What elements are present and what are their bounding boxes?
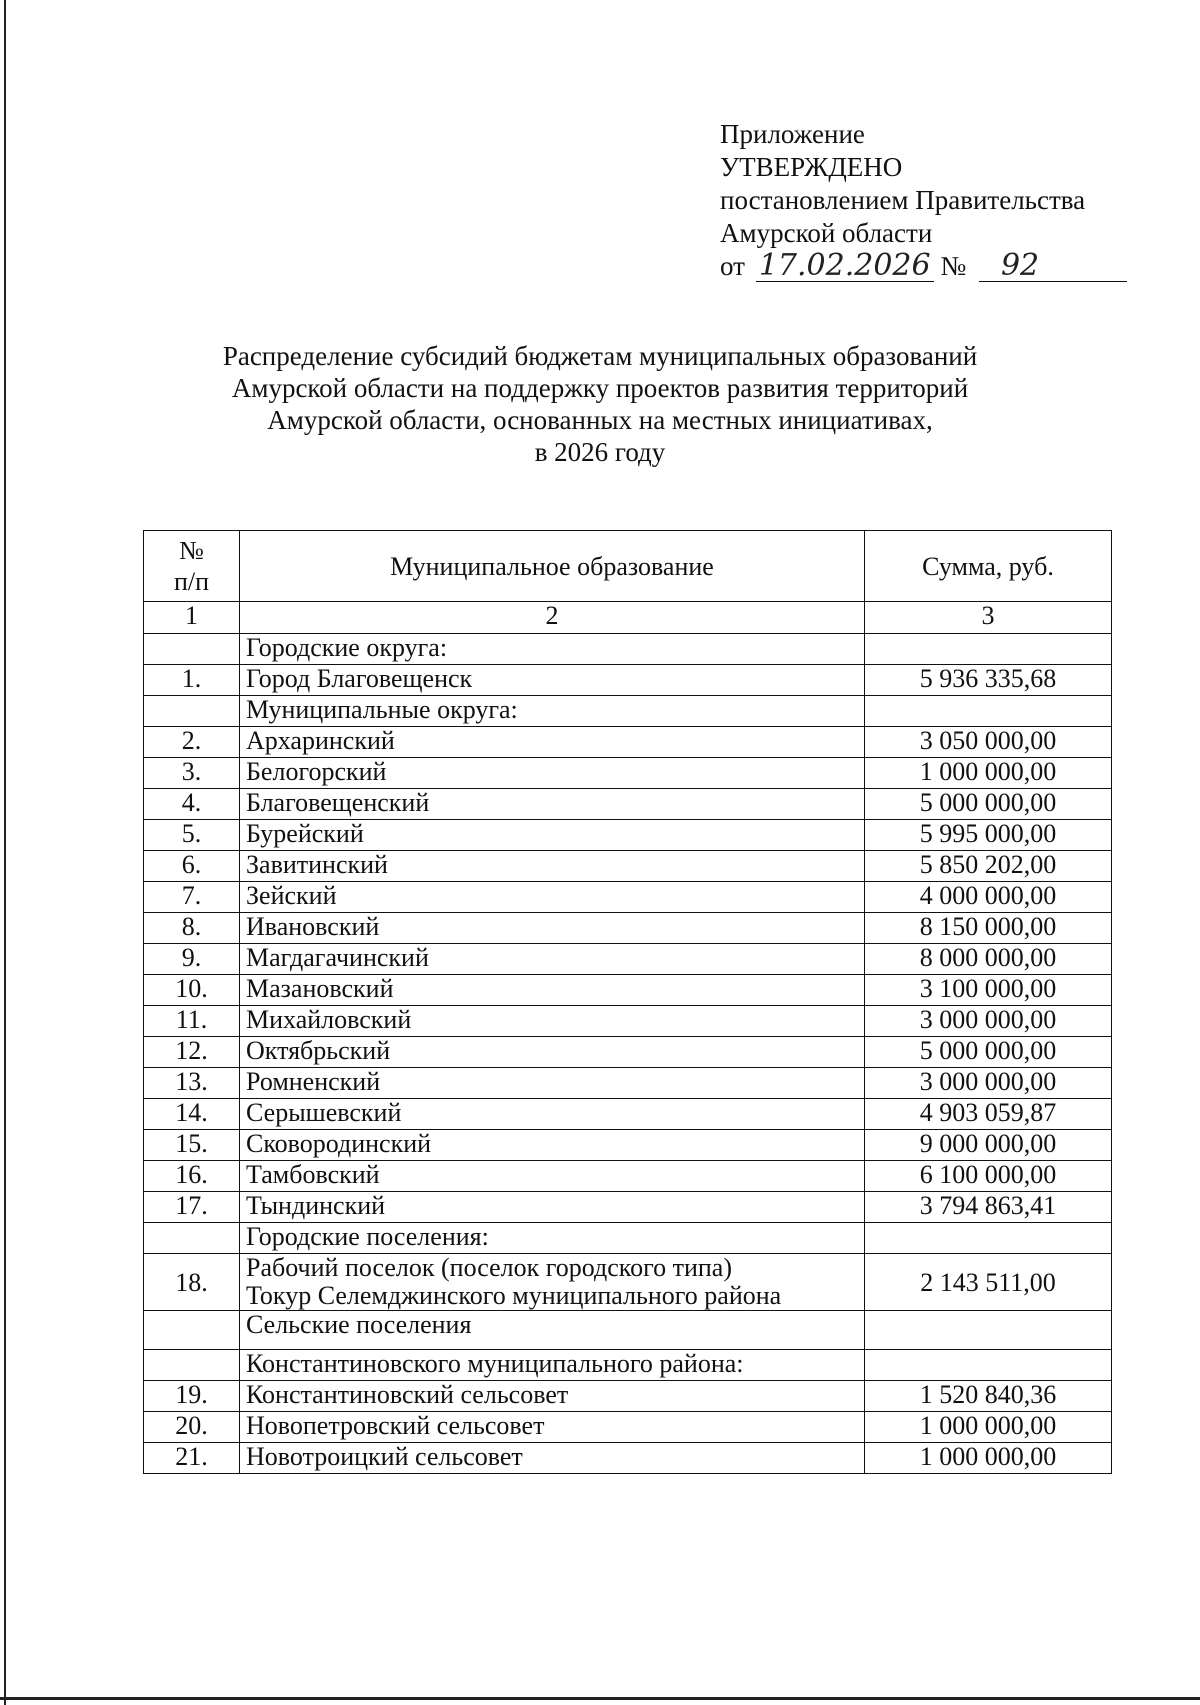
row-number: 4.	[144, 789, 240, 820]
row-amount	[865, 634, 1112, 665]
table-row	[144, 1223, 1112, 1254]
approval-resolution: постановлением Правительства	[720, 185, 1086, 215]
header-num-top: №	[179, 536, 204, 565]
scan-left-edge	[4, 0, 6, 1705]
row-municipality: Серышевский	[240, 1099, 865, 1130]
row-amount: 9 000 000,00	[865, 1130, 1112, 1161]
approval-block	[720, 118, 1127, 283]
table-row	[144, 1037, 1112, 1068]
row-municipality-line: Рабочий поселок (поселок городского типа)	[246, 1253, 733, 1282]
row-number	[144, 634, 240, 665]
row-number	[144, 696, 240, 727]
table-row	[144, 1068, 1112, 1099]
row-amount: 8 000 000,00	[865, 944, 1112, 975]
row-municipality: Ромненский	[240, 1068, 865, 1099]
row-municipality-line: Токур Селемджинского муниципального района	[246, 1281, 782, 1310]
row-number: 9.	[144, 944, 240, 975]
row-municipality: Новотроицкий сельсовет	[240, 1443, 865, 1474]
table-header-row	[144, 531, 1112, 602]
table-row	[144, 1192, 1112, 1223]
table-row	[144, 1412, 1112, 1443]
approval-date: 17.02.2026	[756, 251, 934, 282]
row-amount	[865, 1311, 1112, 1350]
row-number: 14.	[144, 1099, 240, 1130]
table-row	[144, 1443, 1112, 1474]
row-municipality: Белогорский	[240, 758, 865, 789]
column-index: 2	[240, 602, 865, 634]
row-amount: 5 995 000,00	[865, 820, 1112, 851]
table-row	[144, 1006, 1112, 1037]
column-index-row	[144, 602, 1112, 634]
row-amount: 3 000 000,00	[865, 1006, 1112, 1037]
table-row	[144, 758, 1112, 789]
row-municipality: Тамбовский	[240, 1161, 865, 1192]
row-amount: 5 000 000,00	[865, 1037, 1112, 1068]
row-amount	[865, 1223, 1112, 1254]
row-amount: 4 000 000,00	[865, 882, 1112, 913]
row-number	[144, 1223, 240, 1254]
table-row	[144, 634, 1112, 665]
approval-approved: УТВЕРЖДЕНО	[720, 152, 903, 182]
row-municipality: Городские округа:	[240, 634, 865, 665]
table-row	[144, 665, 1112, 696]
row-amount: 5 000 000,00	[865, 789, 1112, 820]
table-row	[144, 944, 1112, 975]
row-number: 21.	[144, 1443, 240, 1474]
table-row	[144, 1311, 1112, 1350]
title-line-1: Распределение субсидий бюджетам муниципальных образований	[222, 341, 978, 371]
row-municipality: Ивановский	[240, 913, 865, 944]
row-amount: 5 936 335,68	[865, 665, 1112, 696]
title-line-3: Амурской области, основанных на местных инициативах,	[267, 405, 933, 435]
row-number: 18.	[144, 1254, 240, 1311]
row-number: 11.	[144, 1006, 240, 1037]
row-amount	[865, 696, 1112, 727]
table-row	[144, 1381, 1112, 1412]
row-amount: 3 100 000,00	[865, 975, 1112, 1006]
row-number: 19.	[144, 1381, 240, 1412]
row-amount: 1 520 840,36	[865, 1381, 1112, 1412]
row-amount: 3 794 863,41	[865, 1192, 1112, 1223]
header-sum: Сумма, руб.	[865, 531, 1112, 602]
row-municipality: Городские поселения:	[240, 1223, 865, 1254]
row-amount: 3 050 000,00	[865, 727, 1112, 758]
row-amount: 5 850 202,00	[865, 851, 1112, 882]
row-amount: 3 000 000,00	[865, 1068, 1112, 1099]
header-name: Муниципальное образование	[240, 531, 865, 602]
approval-number-label: №	[940, 251, 967, 281]
row-number: 2.	[144, 727, 240, 758]
table-row	[144, 1099, 1112, 1130]
row-municipality: Сковородинский	[240, 1130, 865, 1161]
row-municipality: Константиновский сельсовет	[240, 1381, 865, 1412]
scan-bottom-edge	[0, 1697, 1200, 1700]
subsidy-table	[143, 530, 1112, 1474]
row-municipality: Октябрьский	[240, 1037, 865, 1068]
row-amount: 8 150 000,00	[865, 913, 1112, 944]
table-row	[144, 1161, 1112, 1192]
row-amount: 2 143 511,00	[865, 1254, 1112, 1311]
column-index: 3	[865, 602, 1112, 634]
row-municipality: Бурейский	[240, 820, 865, 851]
row-number: 1.	[144, 665, 240, 696]
row-number: 5.	[144, 820, 240, 851]
row-amount: 1 000 000,00	[865, 1443, 1112, 1474]
approval-from-label: от	[720, 251, 745, 281]
header-num	[144, 531, 240, 602]
row-number: 17.	[144, 1192, 240, 1223]
row-number: 3.	[144, 758, 240, 789]
row-number	[144, 1311, 240, 1350]
row-municipality: Зейский	[240, 882, 865, 913]
document-title	[140, 340, 1060, 468]
table-row	[144, 851, 1112, 882]
table-row	[144, 1254, 1112, 1311]
row-municipality: Мазановский	[240, 975, 865, 1006]
row-municipality: Константиновского муниципального района:	[240, 1350, 865, 1381]
table-row	[144, 975, 1112, 1006]
row-amount: 1 000 000,00	[865, 758, 1112, 789]
approval-region: Амурской области	[720, 218, 933, 248]
row-number	[144, 1350, 240, 1381]
row-number: 7.	[144, 882, 240, 913]
row-number: 13.	[144, 1068, 240, 1099]
row-number: 20.	[144, 1412, 240, 1443]
table-body	[144, 634, 1112, 1474]
row-municipality: Магдагачинский	[240, 944, 865, 975]
approval-appendix: Приложение	[720, 119, 865, 149]
row-number: 15.	[144, 1130, 240, 1161]
row-amount: 4 903 059,87	[865, 1099, 1112, 1130]
header-num-bottom: п/п	[173, 567, 210, 596]
table-row	[144, 1350, 1112, 1381]
table-row	[144, 789, 1112, 820]
table-row	[144, 913, 1112, 944]
row-amount: 6 100 000,00	[865, 1161, 1112, 1192]
row-municipality: Тындинский	[240, 1192, 865, 1223]
row-number: 16.	[144, 1161, 240, 1192]
table-row	[144, 1130, 1112, 1161]
column-index: 1	[144, 602, 240, 634]
row-municipality: Сельские поселения	[240, 1311, 865, 1350]
approval-date-line	[720, 250, 1127, 283]
row-municipality: Муниципальные округа:	[240, 696, 865, 727]
table-row	[144, 882, 1112, 913]
row-municipality: Город Благовещенск	[240, 665, 865, 696]
title-line-2: Амурской области на поддержку проектов развития территорий	[231, 373, 969, 403]
row-number: 10.	[144, 975, 240, 1006]
row-municipality	[240, 1254, 865, 1311]
row-municipality: Архаринский	[240, 727, 865, 758]
table-row	[144, 696, 1112, 727]
row-amount	[865, 1350, 1112, 1381]
title-line-4: в 2026 году	[534, 437, 666, 467]
table-row	[144, 820, 1112, 851]
row-number: 8.	[144, 913, 240, 944]
row-municipality: Завитинский	[240, 851, 865, 882]
row-number: 6.	[144, 851, 240, 882]
row-municipality: Михайловский	[240, 1006, 865, 1037]
row-municipality: Благовещенский	[240, 789, 865, 820]
approval-number: 92	[979, 251, 1127, 282]
row-municipality: Новопетровский сельсовет	[240, 1412, 865, 1443]
row-amount: 1 000 000,00	[865, 1412, 1112, 1443]
table-row	[144, 727, 1112, 758]
row-number: 12.	[144, 1037, 240, 1068]
